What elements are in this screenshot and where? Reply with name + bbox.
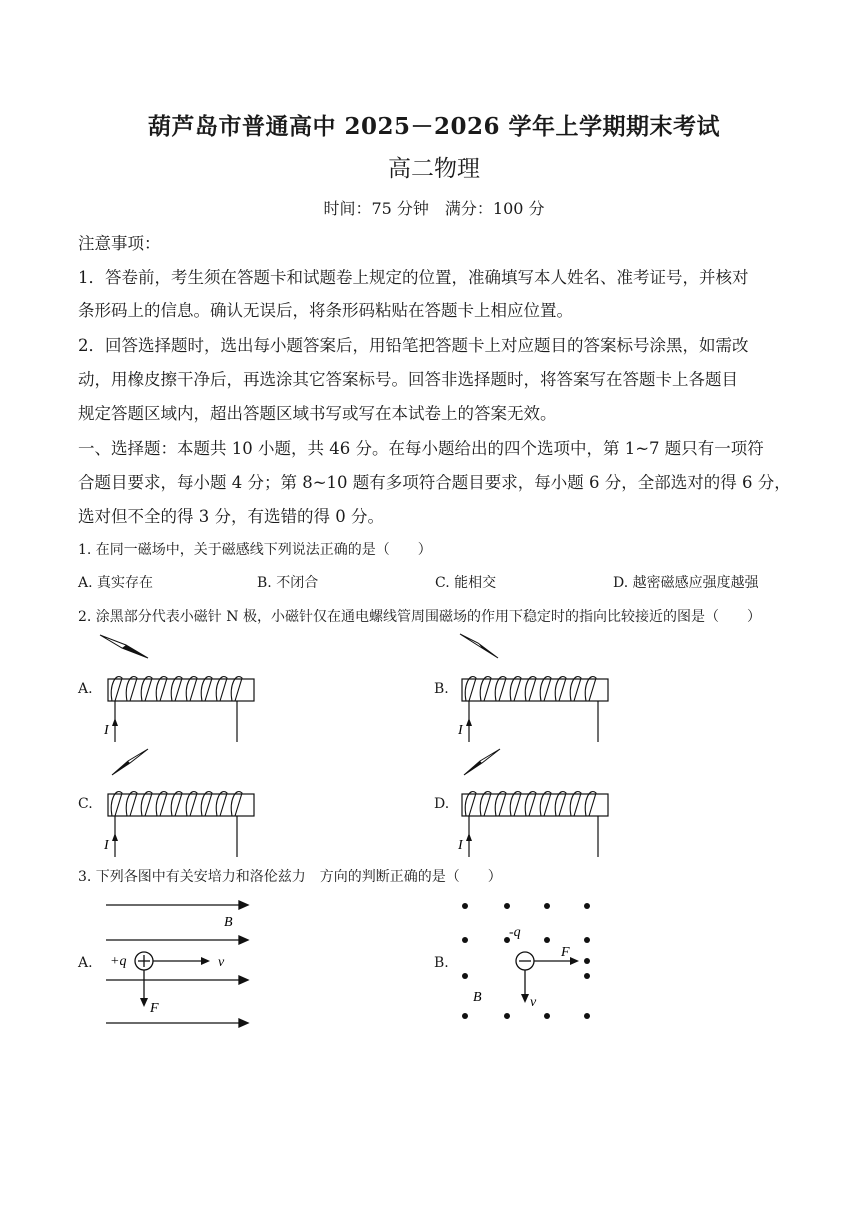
q1-option-b: B. 不闭合 (257, 575, 319, 591)
charge-label: -q (509, 925, 521, 940)
solenoid-diagram-a (98, 630, 268, 746)
notes-heading: 注意事项： (78, 234, 161, 253)
section-1-line-3: 选对但不全的得 3 分，有选错的得 0 分。 (78, 507, 384, 526)
q2-label-d: D. (434, 796, 450, 812)
magnetic-field-label: B (473, 990, 482, 1005)
velocity-label: v (530, 995, 537, 1010)
q2-label-a: A. (78, 681, 93, 697)
section-1-line-2: 合题目要求，每小题 4 分；第 8~10 题有多项符合题目要求，每小题 6 分，全部选对的得 6 分， (78, 473, 791, 492)
note-2-line-3: 规定答题区域内，超出答题区域书写或写在本试卷上的答案无效。 (78, 404, 557, 423)
current-label: I (458, 838, 463, 853)
current-label: I (458, 723, 463, 738)
compass-needle-north (112, 761, 130, 775)
q3-stem: 3. 下列各图中有关安培力和洛伦兹力 方向的判断正确的是（ ） (78, 869, 502, 885)
compass-needle-north (122, 645, 148, 658)
force-arrow-icon (140, 998, 148, 1007)
exam-subject: 高二物理 (388, 156, 480, 182)
force-arrow-icon (570, 957, 579, 965)
q3-diagram-a (100, 896, 260, 1034)
section-1-line-1: 一、选择题：本题共 10 小题，共 46 分。在每小题给出的四个选项中，第 1~7 题只有一项符 (78, 439, 764, 458)
solenoid-diagram-d (452, 745, 622, 861)
note-1-line-1: 1．答卷前，考生须在答题卡和试题卷上规定的位置，准确填写本人姓名、准考证号，并核对 (78, 268, 749, 287)
q3-label-a: A. (78, 955, 93, 971)
q1-option-a: A. 真实存在 (78, 575, 154, 591)
charge-label: +q (110, 954, 127, 969)
q2-label-b: B. (434, 681, 449, 697)
velocity-arrow-icon (201, 957, 210, 965)
q3-diagram-b (455, 896, 615, 1026)
magnetic-field-label: B (224, 915, 233, 930)
velocity-arrow-icon (521, 994, 529, 1003)
solenoid-diagram-c (98, 745, 268, 861)
exam-time-info: 时间：75 分钟 满分：100 分 (323, 199, 545, 218)
q1-option-d: D. 越密磁感应强度越强 (613, 575, 759, 591)
note-1-line-2: 条形码上的信息。确认无误后，将条形码粘贴在答题卡上相应位置。 (78, 301, 573, 320)
note-2-line-2: 动，用橡皮擦干净后，再选涂其它答案标号。回答非选择题时，将答案写在答题卡上各题目 (78, 370, 738, 389)
force-label: F (561, 945, 570, 960)
velocity-label: v (218, 955, 225, 970)
exam-title: 葫芦岛市普通高中 2025－2026 学年上学期期末考试 (147, 113, 721, 140)
compass-needle-north (464, 761, 482, 775)
q3-label-b: B. (434, 955, 449, 971)
force-label: F (150, 1001, 159, 1016)
q1-stem: 1. 在同一磁场中，关于磁感线下列说法正确的是（ ） (78, 542, 432, 558)
q1-option-c: C. 能相交 (435, 575, 497, 591)
q2-label-c: C. (78, 796, 93, 812)
solenoid-diagram-b (452, 630, 622, 746)
note-2-line-1: 2．回答选择题时，选出每小题答案后，用铅笔把答题卡上对应题目的答案标号涂黑，如需改 (78, 336, 749, 355)
compass-needle-north (478, 643, 498, 658)
current-label: I (104, 838, 109, 853)
current-label: I (104, 723, 109, 738)
q2-stem: 2. 涂黑部分代表小磁针 N 极，小磁针仅在通电螺线管周围磁场的作用下稳定时的指向比较接近的图是（ ） (78, 609, 761, 625)
